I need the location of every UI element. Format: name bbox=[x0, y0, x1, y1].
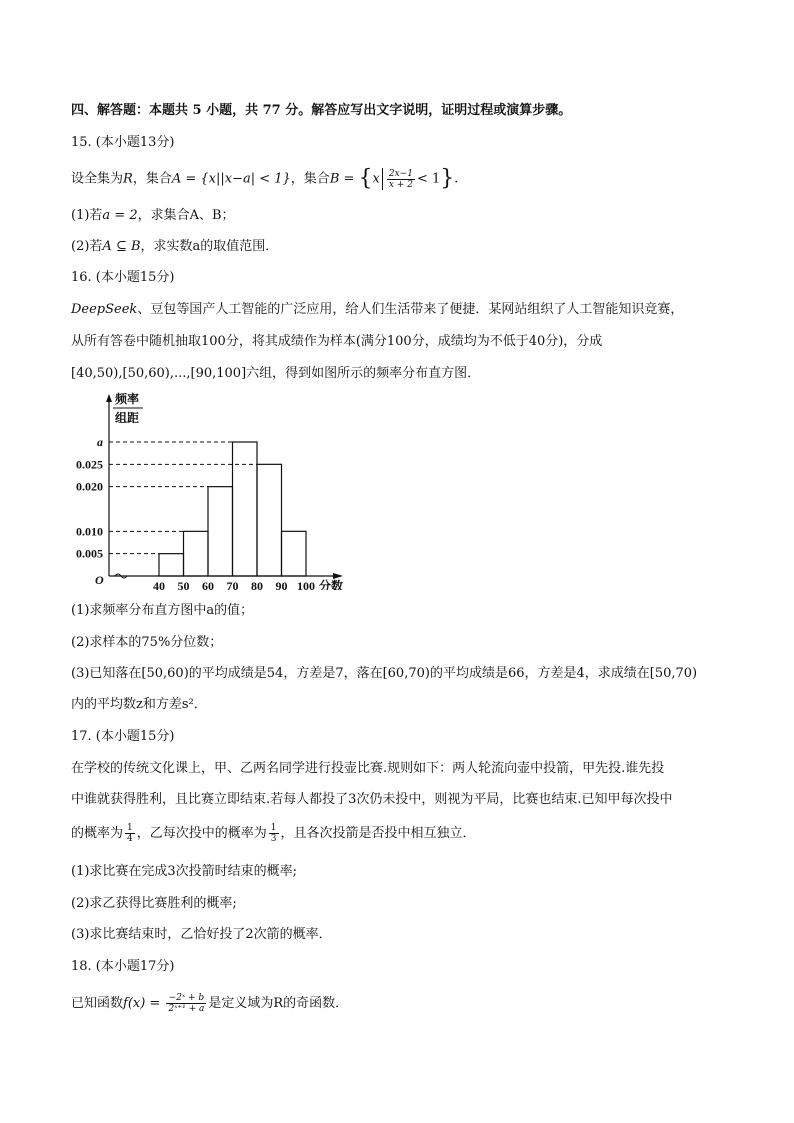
q15-set-A: A = {x||x−a| < 1} bbox=[171, 171, 291, 187]
q16-part3-line1: (3)已知落在[50,60)的平均成绩是54，方差是7，落在[60,70)的平均成绩是66，方差是4，求成绩在[50,70) bbox=[71, 666, 698, 681]
q16-part1: (1)求频率分布直方图中a的值； bbox=[71, 603, 254, 618]
q15-set-B-rhs: < 1 bbox=[416, 171, 441, 187]
set-bar-divider bbox=[382, 168, 383, 190]
q17-part1: (1)求比赛在完成3次投箭时结束的概率; bbox=[71, 864, 298, 879]
q16-deepseek: DeepSeek bbox=[71, 302, 138, 317]
q15-part2-text: (2)若 bbox=[71, 239, 103, 254]
origin-label: O bbox=[95, 573, 104, 587]
q15-part1-end: ，求集合A、B； bbox=[137, 208, 235, 223]
q15-set-B-den: x + 2 bbox=[388, 179, 413, 190]
x-tick-label: 90 bbox=[275, 579, 288, 590]
histogram-bar bbox=[159, 554, 184, 576]
x-tick-label: 50 bbox=[177, 579, 190, 590]
q17-frac2-den: 3 bbox=[270, 834, 277, 844]
q15-part2-end: ，求实数a的取值范围． bbox=[140, 239, 279, 254]
q16-line1-text: 、豆包等国产人工智能的广泛应用，给人们生活带来了便捷．某网站组织了人工智能知识竞赛， bbox=[137, 302, 684, 317]
q17-line2: 中谁就获得胜利，且比赛立即结束.若每人都投了3次仍未投中，则视为平局，比赛也结束.已知甲每次投中 bbox=[71, 792, 673, 807]
q18-line-b: 是定义域为R的奇函数． bbox=[208, 996, 349, 1011]
ylabel-top: 频率 bbox=[115, 392, 140, 406]
frequency-histogram bbox=[71, 390, 361, 590]
q15-set-B-x: x bbox=[372, 171, 380, 187]
q16-header: 16. (本小题15分) bbox=[71, 270, 175, 285]
x-tick-label: 70 bbox=[226, 579, 239, 590]
section-header: 四、解答题：本题共 5 小题，共 77 分。解答应写出文字说明，证明过程或演算步骤。 bbox=[71, 103, 572, 118]
q17-frac1-num: 1 bbox=[127, 823, 133, 833]
histogram-bar bbox=[208, 487, 233, 576]
q15-set-B-num: 2x−1 bbox=[388, 168, 413, 179]
q18-frac-den: 2ˣ⁺¹ + a bbox=[168, 1004, 205, 1014]
q15-header: 15. (本小题13分) bbox=[71, 135, 175, 150]
histogram-bar bbox=[233, 442, 258, 576]
q16-line1 bbox=[71, 301, 683, 319]
y-tick-label: 0.025 bbox=[76, 457, 103, 472]
q18-fraction bbox=[166, 993, 206, 1014]
q17-line3-b: ，乙每次投中的概率为 bbox=[136, 826, 267, 841]
y-tick-label: 0.010 bbox=[76, 524, 103, 539]
histogram-bar bbox=[282, 531, 307, 576]
q17-header: 17. (本小题15分) bbox=[71, 729, 175, 744]
x-tick-label: 100 bbox=[297, 579, 315, 590]
q16-part2: (2)求样本的75%分位数； bbox=[71, 635, 223, 650]
q15-part1-math: a = 2 bbox=[102, 208, 138, 223]
ylabel-bottom: 组距 bbox=[115, 411, 140, 425]
right-brace-icon: } bbox=[440, 166, 455, 191]
y-axis-arrow-icon bbox=[106, 394, 112, 402]
y-tick-label: 0.020 bbox=[76, 479, 103, 494]
q17-fraction-1 bbox=[125, 823, 135, 844]
left-brace-icon: { bbox=[358, 166, 373, 191]
q15-stem bbox=[71, 168, 458, 190]
q16-line2: 从所有答卷中随机抽取100分，将其成绩作为样本(满分100分，成绩均为不低于40分)，分成 bbox=[71, 334, 603, 349]
q17-frac2-num: 1 bbox=[270, 823, 277, 833]
q18-frac-num: −2ˣ + b bbox=[166, 993, 206, 1004]
histogram-svg bbox=[71, 390, 361, 590]
y-tick-label: 0.005 bbox=[76, 546, 103, 561]
q17-frac1-den: 4 bbox=[127, 834, 133, 844]
q16-line3: [40,50),[50,60),...,[90,100]六组，得到如图所示的频率分布直方图． bbox=[71, 366, 481, 381]
q18-header: 18. (本小题17分) bbox=[71, 959, 175, 974]
q17-line3-c: ，且各次投箭是否投中相互独立． bbox=[280, 826, 476, 841]
y-tick-label: a bbox=[97, 435, 103, 449]
histogram-bar bbox=[184, 531, 209, 576]
q15-part2 bbox=[71, 238, 278, 256]
q15-part1 bbox=[71, 207, 235, 225]
q15-stem-end: . bbox=[454, 171, 459, 187]
q18-line-a: 已知函数 bbox=[71, 996, 124, 1011]
q17-fraction-2 bbox=[269, 823, 279, 844]
q15-stem-mid1: ，集合 bbox=[132, 171, 172, 187]
histogram-bar bbox=[257, 464, 282, 576]
q15-stem-R: R bbox=[123, 171, 133, 187]
x-axis-label: 分数 bbox=[319, 579, 344, 590]
q18-line bbox=[71, 993, 348, 1014]
q15-set-B-lhs: B = bbox=[329, 171, 359, 187]
q16-part3-line2: 内的平均数z和方差s²． bbox=[71, 697, 207, 712]
q17-part2: (2)求乙获得比赛胜利的概率; bbox=[71, 896, 237, 911]
q18-fx: f(x) = bbox=[123, 996, 165, 1011]
q17-line3-a: 的概率为 bbox=[71, 826, 124, 841]
q17-line1: 在学校的传统文化课上，甲、乙两名同学进行投壶比赛.规则如下：两人轮流向壶中投箭，甲先投.谁先投 bbox=[71, 761, 665, 776]
q15-part2-math: A ⊆ B bbox=[102, 239, 141, 254]
q17-line3 bbox=[71, 823, 476, 844]
x-tick-label: 80 bbox=[251, 579, 263, 590]
q15-stem-mid2: ，集合 bbox=[290, 171, 330, 187]
x-tick-label: 60 bbox=[202, 579, 214, 590]
q15-set-B-fraction bbox=[387, 169, 415, 190]
q15-stem-prefix: 设全集为 bbox=[71, 171, 124, 187]
x-tick-label: 40 bbox=[153, 579, 165, 590]
q17-part3: (3)求比赛结束时，乙恰好投了2次箭的概率． bbox=[71, 927, 332, 942]
q15-part1-text: (1)若 bbox=[71, 208, 103, 223]
